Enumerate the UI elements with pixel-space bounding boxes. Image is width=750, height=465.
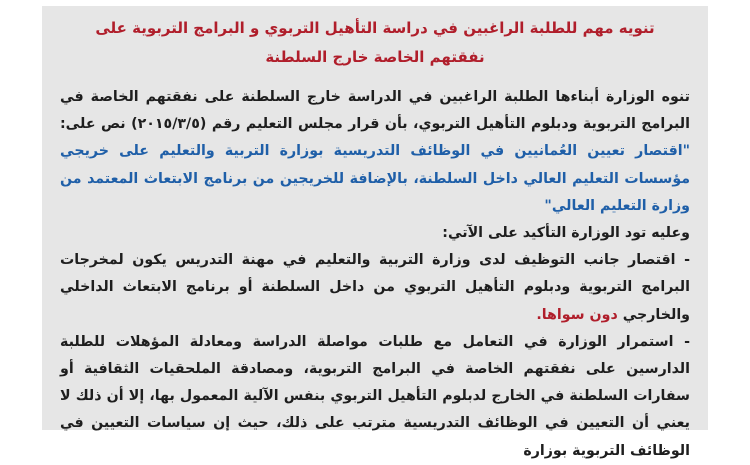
lead-line: وعليه تود الوزارة التأكيد على الآتي: xyxy=(442,225,690,242)
notice-page xyxy=(42,6,708,459)
point-2: - استمرار الوزارة في التعامل مع طلبات مواصلة الدراسة ومعادلة المؤهلات للطلبة الدارسين على نفقتهم الخاصة في البرامج التربوية، ومصادقة الملحقيات الثقافية أو سفارات السلطنة في الخارج لدبلوم التأهيل التربوي بنفس الآلية المعمول بها، إلا أن ذلك لا يعني أن التعيين في الوظائف التدريسية مترتب على ذلك، حيث إن سياسات التعيين في الوظائف التربوية بوزارة xyxy=(60,333,690,459)
notice-title xyxy=(60,14,690,72)
council-decision-quote: "اقتصار تعيين العُمانيين في الوظائف التدريسية بوزارة التربية والتعليم على خريجي مؤسسات التعليم العالي داخل السلطنة، بالإضافة للخريجين من برنامج الابتعاث المعتمد من وزارة التعليم العالي" xyxy=(60,143,690,214)
intro-paragraph xyxy=(60,84,690,220)
notice-title-line-2: نفقتهم الخاصة خارج السلطنة xyxy=(265,48,485,66)
notice-body xyxy=(60,84,690,465)
point-1-emphasis: دون سواها. xyxy=(536,306,618,323)
point-1 xyxy=(60,247,690,329)
point-1-text: - اقتصار جانب التوظيف لدى وزارة التربية والتعليم في مهنة التدريس يكون لمخرجات البرامج التربوية ودبلوم التأهيل التربوي من داخل السلطنة أو برنامج الابتعاث الداخلي والخارجي xyxy=(60,252,690,323)
notice-title-line-1: تنويه مهم للطلبة الراغبين في دراسة التأهيل التربوي و البرامج التربوية على xyxy=(95,19,655,37)
intro-text: تنوه الوزارة أبناءها الطلبة الراغبين في الدراسة خارج السلطنة على نفقتهم الخاصة في البرامج التربوية ودبلوم التأهيل التربوي، بأن قرار مجلس التعليم رقم (٢٠١٥/٣/٥) نص على: xyxy=(60,89,690,133)
